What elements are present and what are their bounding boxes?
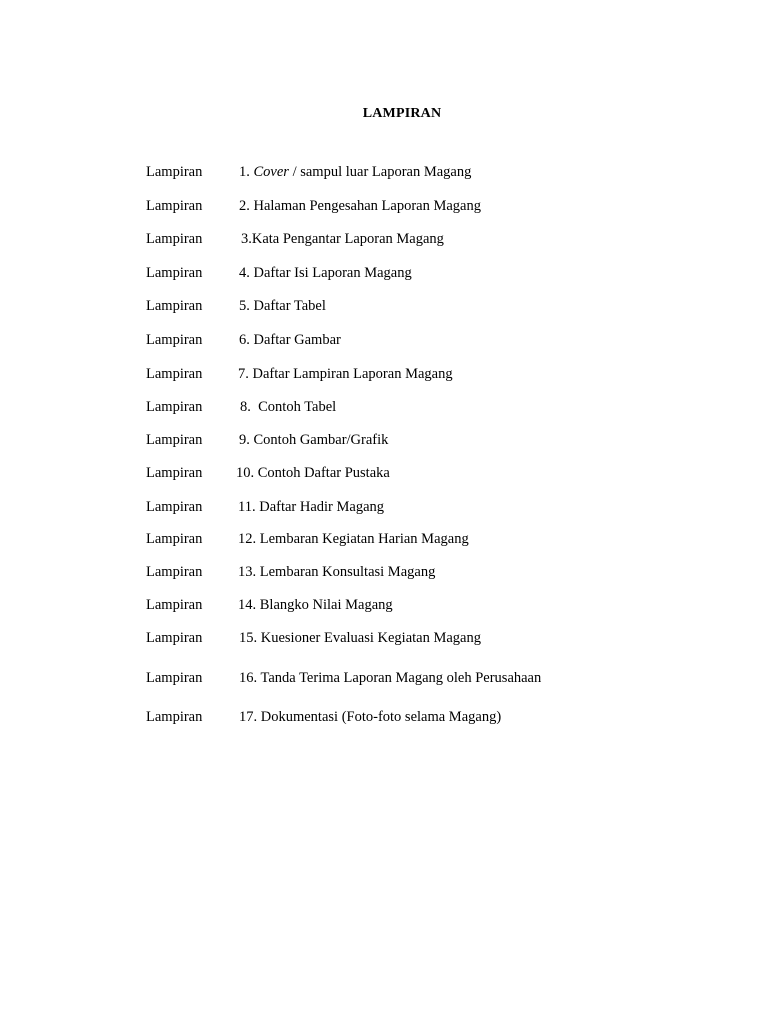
entry-title: / sampul luar Laporan Magang	[288, 164, 472, 180]
entry-number: 13.	[238, 564, 257, 580]
entry-number: 3.	[241, 231, 252, 247]
entry-number: 7.	[238, 366, 249, 382]
entry-title: Contoh Tabel	[258, 399, 337, 415]
entry-label: Lampiran	[146, 164, 203, 180]
entry-title: Contoh Gambar/Grafik	[253, 432, 389, 448]
entry-text	[238, 497, 384, 517]
entry-text	[239, 430, 388, 450]
entry-number: 4.	[239, 265, 250, 281]
entry-title: Daftar Lampiran Laporan Magang	[252, 366, 453, 382]
entry-text	[239, 330, 341, 350]
entry-label: Lampiran	[146, 231, 203, 247]
entry-text	[239, 707, 501, 727]
entry-text	[241, 229, 444, 249]
entry-text	[239, 263, 412, 283]
entry-title: Dokumentasi (Foto-foto selama Magang)	[260, 709, 502, 725]
entry-number: 16.	[239, 670, 258, 686]
entry-label: Lampiran	[146, 198, 203, 214]
entry-title: Blangko Nilai Magang	[259, 597, 393, 613]
entry-number: 12.	[238, 531, 257, 547]
entry-text	[239, 162, 471, 182]
entry-text	[236, 463, 390, 483]
entry-title: Kuesioner Evaluasi Kegiatan Magang	[260, 630, 481, 646]
entry-text	[239, 628, 481, 648]
entry-text	[239, 668, 541, 688]
entry-text	[238, 529, 469, 549]
entry-title: Tanda Terima Laporan Magang oleh Perusahaan	[260, 670, 542, 686]
entry-title: Contoh Daftar Pustaka	[257, 465, 390, 481]
entry-title: Kata Pengantar Laporan Magang	[251, 231, 444, 247]
entry-label: Lampiran	[146, 597, 203, 613]
entry-label: Lampiran	[146, 670, 203, 686]
entry-label: Lampiran	[146, 298, 203, 314]
entry-number: 15.	[239, 630, 258, 646]
entry-text	[239, 196, 481, 216]
entry-title: Lembaran Kegiatan Harian Magang	[259, 531, 469, 547]
entry-number: 8.	[240, 399, 251, 415]
entry-label: Lampiran	[146, 465, 203, 481]
entry-number: 10.	[236, 465, 255, 481]
entry-number: 5.	[239, 298, 250, 314]
entry-text	[238, 595, 393, 615]
entry-label: Lampiran	[146, 399, 203, 415]
entry-number: 9.	[239, 432, 250, 448]
page-title: LAMPIRAN	[362, 106, 442, 121]
entry-number: 14.	[238, 597, 257, 613]
entry-label: Lampiran	[146, 332, 203, 348]
entry-title: Halaman Pengesahan Laporan Magang	[253, 198, 481, 214]
entry-label: Lampiran	[146, 499, 203, 515]
entry-number: 11.	[238, 499, 256, 515]
entry-number: 17.	[239, 709, 258, 725]
entry-text	[238, 364, 453, 384]
entry-number: 2.	[239, 198, 250, 214]
entry-italic: Cover	[253, 164, 289, 180]
entry-label: Lampiran	[146, 564, 203, 580]
entry-label: Lampiran	[146, 432, 203, 448]
entry-title: Daftar Gambar	[253, 332, 341, 348]
entry-title: Daftar Hadir Magang	[259, 499, 385, 515]
entry-title: Daftar Isi Laporan Magang	[253, 265, 412, 281]
entry-title: Lembaran Konsultasi Magang	[259, 564, 436, 580]
entry-label: Lampiran	[146, 531, 203, 547]
entry-text	[238, 562, 435, 582]
entry-number: 6.	[239, 332, 250, 348]
entry-number: 1.	[239, 164, 250, 180]
entry-title: Daftar Tabel	[253, 298, 326, 314]
entry-text	[239, 296, 326, 316]
entry-label: Lampiran	[146, 366, 203, 382]
entry-label: Lampiran	[146, 630, 203, 646]
entry-label: Lampiran	[146, 265, 203, 281]
entry-label: Lampiran	[146, 709, 203, 725]
entry-text	[240, 397, 336, 417]
